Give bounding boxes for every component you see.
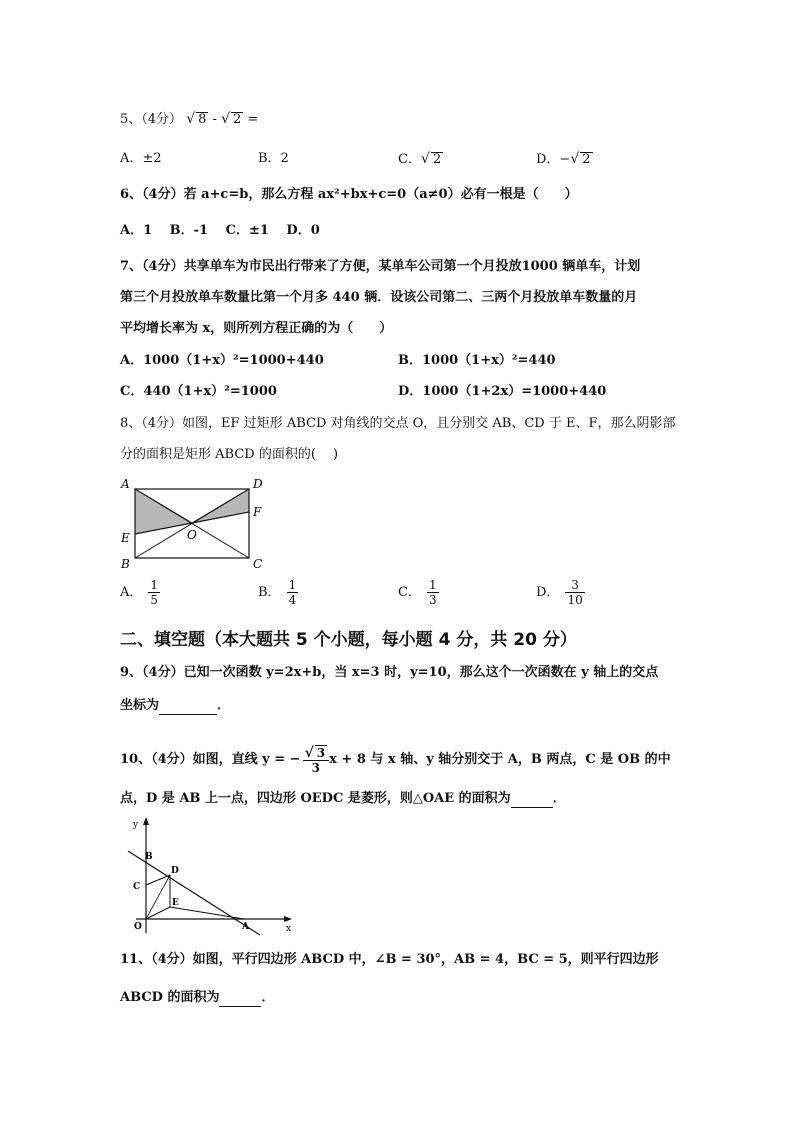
q8-shaded-left xyxy=(135,489,192,534)
sqrt-icon: √ xyxy=(221,111,230,127)
q7-option-c[interactable]: C．440（1+x）²=1000 xyxy=(120,384,277,399)
q10-label-d: D xyxy=(171,866,179,876)
q11-answer-blank[interactable] xyxy=(219,994,261,1007)
q11-line2-suffix: ． xyxy=(261,990,275,1005)
q10-label-o: O xyxy=(134,922,142,932)
q10-label-b: B xyxy=(145,852,153,862)
q8-option-a[interactable] xyxy=(120,578,160,607)
q10-seg-od xyxy=(146,875,170,919)
q8-option-a-den: 5 xyxy=(150,593,159,607)
q5-prefix: 5、（4分） xyxy=(120,112,183,127)
q8-option-c-den: 3 xyxy=(428,593,437,607)
q5-radicand-a: 8 xyxy=(198,112,207,127)
q10-label-x: x xyxy=(286,924,292,934)
q9-line1: 9、（4分）已知一次函数 y=2x+b，当 x=3 时，y=10，那么这个一次函数在 y 轴上的交点 xyxy=(120,665,659,680)
q8-label-o: O xyxy=(187,528,197,542)
q10-line-ab xyxy=(128,851,260,935)
q8-option-d-num: 3 xyxy=(565,578,584,593)
q8-label-a: A xyxy=(121,477,130,491)
q7-line3: 平均增长率为 x，则所列方程正确的为（ ） xyxy=(120,321,393,336)
sqrt-icon: √ xyxy=(570,151,580,167)
q8-option-c-num: 1 xyxy=(428,578,437,592)
q5-radicand-b: 2 xyxy=(233,112,242,127)
q8-option-b-fraction xyxy=(287,578,299,607)
q10-answer-blank[interactable] xyxy=(511,795,553,808)
q5-minus: - xyxy=(212,112,217,127)
q5-stem xyxy=(120,110,258,129)
q10-x-axis-arrow-icon xyxy=(284,916,292,922)
q7-line1: 7、（4分）共享单车为市民出行带来了方便，某单车公司第一个月投放1000 辆单车，计划 xyxy=(120,259,641,274)
q8-rectangle-figure xyxy=(115,472,275,572)
q8-label-b: B xyxy=(121,557,130,571)
q10-fraction-num xyxy=(303,745,330,761)
q9-answer-blank[interactable] xyxy=(159,702,217,715)
q8-option-b-label: B． xyxy=(258,585,281,600)
q10-line1 xyxy=(120,738,671,782)
q6-options[interactable]: A．1 B．-1 C．±1 D．0 xyxy=(120,223,320,238)
q11-line1: 11、（4分）如图，平行四边形 ABCD 中，∠B = 30°，AB = 4，BC = 5，则平行四边形 xyxy=(120,952,659,967)
q7-option-d[interactable]: D．1000（1+2x）=1000+440 xyxy=(398,384,607,399)
q8-option-c[interactable] xyxy=(398,578,439,607)
section-title-fill-blank: 二、填空题（本大题共 5 个小题，每小题 4 分，共 20 分） xyxy=(120,630,577,650)
q10-prefix: 10、（4分）如图，直线 y = − xyxy=(120,752,301,767)
q10-label-c: C xyxy=(133,882,141,892)
q8-option-c-fraction xyxy=(427,578,439,607)
q10-seg-dc xyxy=(146,875,170,885)
q8-option-b-den: 4 xyxy=(288,593,297,607)
q9-line2-prefix: 坐标为 xyxy=(120,698,160,713)
q5-equals: = xyxy=(247,112,259,127)
q10-label-y: y xyxy=(133,820,139,830)
q8-option-d-fraction xyxy=(565,578,584,607)
q8-option-a-label: A． xyxy=(120,585,143,600)
q10-line2-prefix: 点，D 是 AB 上一点，四边形 OEDC 是菱形，则△OAE 的面积为 xyxy=(120,791,511,806)
q5-option-c[interactable] xyxy=(398,150,443,169)
q8-line2: 分的面积是矩形 ABCD 的面积的( ) xyxy=(120,447,339,462)
q8-label-d: D xyxy=(253,477,263,491)
q7-option-a[interactable]: A．1000（1+x）²=1000+440 xyxy=(120,353,324,368)
q8-label-e: E xyxy=(121,531,130,545)
q10-line2-suffix: ． xyxy=(552,791,566,806)
q5-option-c-label: C． xyxy=(398,152,421,167)
q10-fraction-num-radicand: 3 xyxy=(316,745,326,760)
q8-label-f: F xyxy=(253,505,262,519)
q8-option-c-label: C． xyxy=(398,585,421,600)
q8-label-c: C xyxy=(253,557,263,571)
sqrt-icon: √ xyxy=(186,111,196,127)
q8-option-a-fraction xyxy=(148,578,160,607)
q11-line2 xyxy=(120,989,274,1007)
q10-fraction xyxy=(303,745,330,775)
q8-option-b-num: 1 xyxy=(288,578,297,592)
q10-label-a: A xyxy=(242,922,249,932)
q5-option-d[interactable] xyxy=(536,150,593,169)
sqrt-icon: √ xyxy=(420,151,430,167)
q7-line2: 第三个月投放单车数量比第一个月多 440 辆．设该公司第二、三两个月投放单车数量的月 xyxy=(120,290,638,305)
q10-line2 xyxy=(120,790,566,808)
q10-coordinate-figure xyxy=(120,815,300,937)
q6-stem: 6、（4分）若 a+c=b，那么方程 ax²+bx+c=0（a≠0）必有一根是（ ） xyxy=(120,187,578,202)
q8-line1: 8、（4分）如图，EF 过矩形 ABCD 对角线的交点 O，且分别交 AB、CD 于 E、F，那么阴影部 xyxy=(120,416,676,431)
q8-option-d-label: D． xyxy=(536,585,560,600)
q5-option-d-radicand: 2 xyxy=(582,152,591,167)
q10-suffix: x + 8 与 x 轴、y 轴分别交于 A，B 两点，C 是 OB 的中 xyxy=(329,752,671,767)
q5-option-d-label: D．− xyxy=(536,152,571,167)
q8-option-d[interactable] xyxy=(536,578,585,607)
q10-y-axis-arrow-icon xyxy=(143,817,149,825)
q5-option-a[interactable]: A．±2 xyxy=(120,151,162,166)
q8-option-a-num: 1 xyxy=(150,578,159,592)
q5-option-c-radicand: 2 xyxy=(432,152,442,167)
q10-fraction-den: 3 xyxy=(311,760,321,775)
q10-seg-ea xyxy=(170,907,244,919)
q7-option-b[interactable]: B．1000（1+x）²=440 xyxy=(398,353,556,368)
sqrt-icon: √ xyxy=(304,744,314,761)
q8-option-d-den: 10 xyxy=(567,593,583,607)
q9-line2 xyxy=(120,697,230,715)
q8-option-b[interactable] xyxy=(258,578,298,607)
q9-line2-suffix: ． xyxy=(217,698,231,713)
q5-option-b[interactable]: B．2 xyxy=(258,151,289,166)
q10-label-e: E xyxy=(172,898,179,908)
q11-line2-prefix: ABCD 的面积为 xyxy=(120,990,220,1005)
